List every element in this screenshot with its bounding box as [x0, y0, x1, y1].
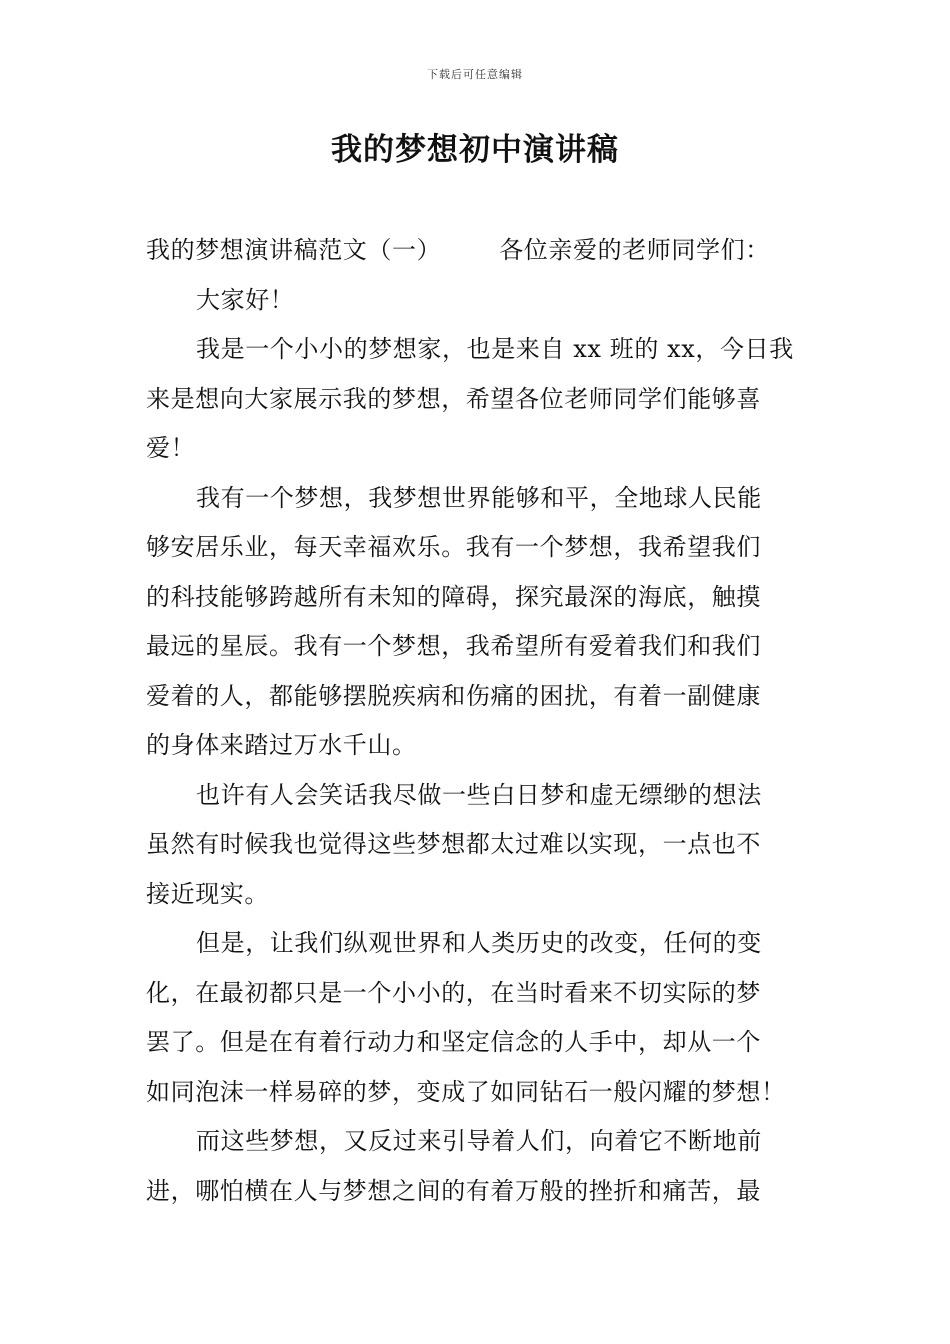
paragraph-line: 够安居乐业，每天幸福欢乐。我有一个梦想，我希望我们: [146, 533, 761, 561]
paragraph-line: 我是一个小小的梦想家，也是来自 xx 班的 xx，今日我: [196, 335, 794, 363]
paragraph-line: 但是，让我们纵观世界和人类历史的改变，任何的变: [196, 929, 762, 957]
subtitle: 我的梦想演讲稿范文（一）: [146, 236, 442, 264]
paragraph-line: 罢了。但是在有着行动力和坚定信念的人手中，却从一个: [146, 1028, 761, 1056]
paragraph-line: 进，哪怕横在人与梦想之间的有着万般的挫折和痛苦，最: [146, 1176, 761, 1205]
paragraph-line: 最远的星辰。我有一个梦想，我希望所有爱着我们和我们: [146, 632, 761, 660]
paragraph-line: 接近现实。: [146, 879, 269, 908]
paragraph-line: 而这些梦想，又反过来引导着人们，向着它不断地前: [196, 1127, 762, 1155]
paragraph-line: 虽然有时候我也觉得这些梦想都太过难以实现，一点也不: [146, 830, 761, 858]
greeting: 大家好！: [196, 285, 295, 314]
page-title: 我的梦想初中演讲稿: [331, 132, 619, 168]
paragraph-line: 的科技能够跨越所有未知的障碍，探究最深的海底，触摸: [146, 582, 761, 611]
paragraph-line: 来是想向大家展示我的梦想，希望各位老师同学们能够喜: [146, 384, 761, 413]
paragraph-line: 如同泡沫一样易碎的梦，变成了如同钻石一般闪耀的梦想！: [146, 1077, 786, 1106]
paragraph-line: 我有一个梦想，我梦想世界能够和平，全地球人民能: [196, 483, 762, 512]
paragraph-line: 也许有人会笑话我尽做一些白日梦和虚无缥缈的想法: [196, 780, 762, 809]
paragraph-line: 爱！: [146, 434, 196, 462]
intro-line: [146, 226, 806, 276]
paragraph-line: 化，在最初都只是一个小小的，在当时看来不切实际的梦: [146, 978, 761, 1007]
paragraph-line: 的身体来踏过万水千山。: [146, 731, 417, 759]
paragraph-line: 爱着的人，都能够摆脱疾病和伤痛的困扰，有着一副健康: [146, 681, 761, 710]
salutation: 各位亲爱的老师同学们：: [499, 236, 770, 264]
document-body: [146, 226, 806, 1216]
header-note: 下载后可任意编辑: [427, 68, 523, 81]
